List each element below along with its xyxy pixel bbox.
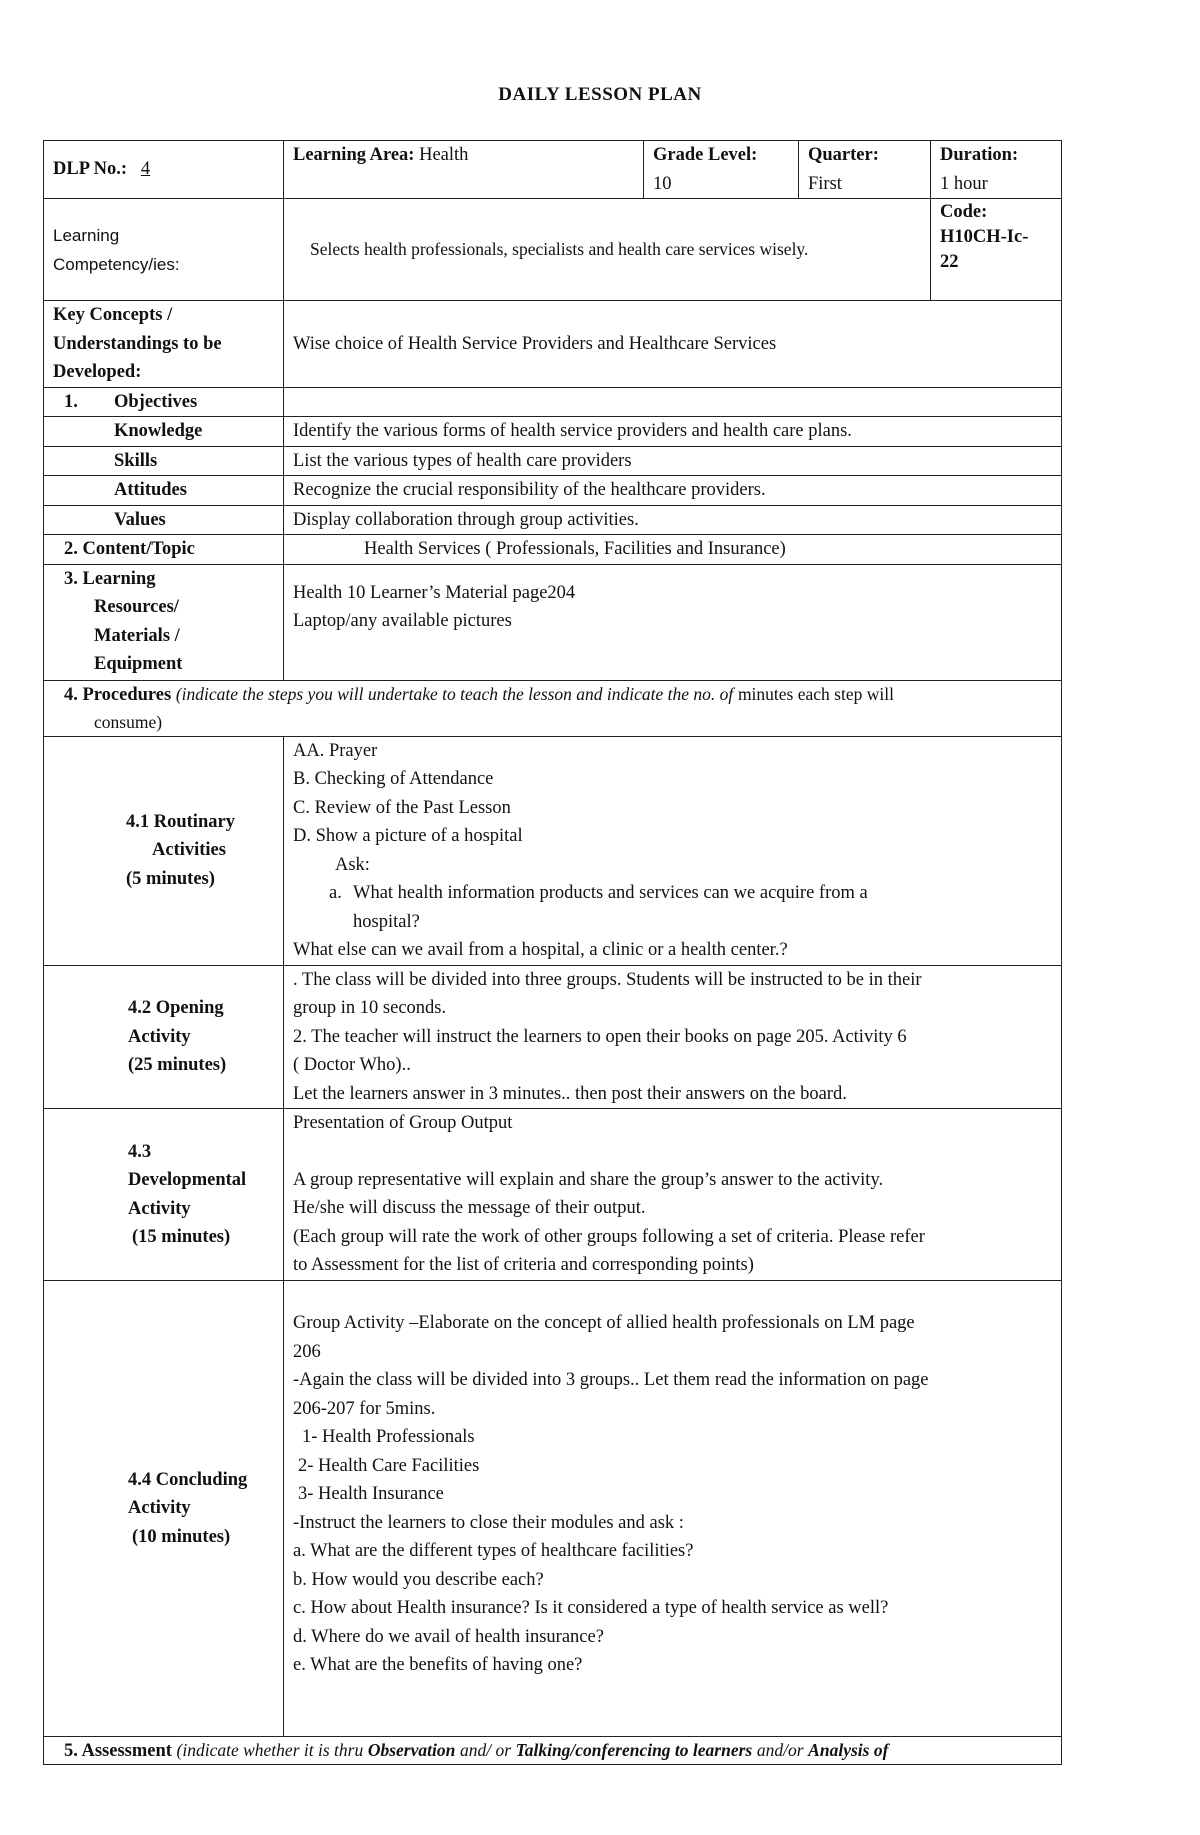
opening-line5: Let the learners answer in 3 minutes.. then post their answers on the board. <box>293 1083 847 1104</box>
attitudes-text-cell <box>284 476 1062 506</box>
resources-line1: Health 10 Learner’s Material page204 <box>293 582 576 603</box>
opening-line4: ( Doctor Who).. <box>293 1055 411 1075</box>
content-text-cell <box>284 535 1062 565</box>
concluding-line2: 206 <box>293 1341 321 1362</box>
concluding-line13: e. What are the benefits of having one? <box>293 1655 583 1675</box>
resources-label-cell <box>44 564 284 680</box>
attitudes-label-cell <box>44 476 284 506</box>
developmental-row <box>44 1109 1062 1281</box>
header-row <box>44 141 1062 199</box>
competency-row <box>44 199 1062 301</box>
opening-line3: 2. The teacher will instruct the learners to open their books on page 205. Activity 6 <box>293 1026 907 1047</box>
assessment-and2: and/or <box>756 1740 804 1760</box>
developmental-label-line2: Developmental <box>128 1170 247 1190</box>
opening-line2: group in 10 seconds. <box>293 998 447 1018</box>
quarter-value: First <box>808 173 842 194</box>
grade-cell <box>644 141 799 199</box>
routinary-label-line2: Activities <box>152 840 226 861</box>
routinary-line4: D. Show a picture of a hospital <box>293 826 523 846</box>
developmental-line3: He/she will discuss the message of their output. <box>293 1198 646 1218</box>
developmental-spacer <box>293 1138 1052 1166</box>
concluding-line8: -Instruct the learners to close their modules and ask : <box>293 1512 684 1533</box>
objectives-number: 1. <box>64 391 78 412</box>
assessment-observation: Observation <box>367 1740 456 1760</box>
assessment-row <box>44 1737 1062 1765</box>
page-title: DAILY LESSON PLAN <box>498 84 702 105</box>
procedures-line1 <box>64 681 1052 709</box>
lesson-plan-table <box>43 140 1062 1765</box>
assessment-note: (indicate whether it is thru <box>176 1740 364 1760</box>
routinary-line5: Ask: <box>335 854 370 875</box>
attitudes-label: Attitudes <box>114 480 187 500</box>
concluding-line5: 1- Health Professionals <box>302 1427 475 1447</box>
code-value-line2: 22 <box>940 252 959 272</box>
key-concepts-row <box>44 301 1062 388</box>
content-label: 2. Content/Topic <box>64 539 195 559</box>
routinary-line6: What else can we avail from a hospital, a clinic or a health center.? <box>293 940 788 960</box>
attitudes-text: Recognize the crucial responsibility of the healthcare providers. <box>293 480 766 500</box>
procedures-note-tail: minutes each step will <box>737 683 894 704</box>
key-concepts-text-cell <box>284 301 1062 388</box>
routinary-text-cell <box>284 736 1062 965</box>
developmental-line2: A group representative will explain and share the group’s answer to the activity. <box>293 1169 884 1190</box>
concluding-line6: 2- Health Care Facilities <box>298 1455 480 1476</box>
knowledge-text-cell <box>284 417 1062 447</box>
grade-label: Grade Level: <box>653 145 758 165</box>
quarter-label: Quarter: <box>808 145 879 165</box>
procedures-note-line2: consume) <box>94 711 163 732</box>
key-concepts-label-line3: Developed: <box>53 362 142 382</box>
developmental-label-line4: (15 minutes) <box>132 1227 231 1247</box>
routinary-label-cell <box>44 736 284 965</box>
procedures-row <box>44 680 1062 736</box>
assessment-talking: Talking/conferencing to learners <box>515 1740 753 1760</box>
values-text: Display collaboration through group activities. <box>293 509 639 530</box>
opening-row <box>44 965 1062 1109</box>
developmental-line5: to Assessment for the list of criteria and corresponding points) <box>293 1255 754 1275</box>
skills-label-cell <box>44 446 284 476</box>
key-concepts-label-cell <box>44 301 284 388</box>
assessment-cell <box>44 1737 1062 1765</box>
dlp-cell <box>44 141 284 199</box>
content-row <box>44 535 1062 565</box>
code-cell <box>931 199 1062 301</box>
procedures-cell <box>44 680 1062 736</box>
resources-label-line2: Resources/ <box>94 597 179 617</box>
key-concepts-text: Wise choice of Health Service Providers and Healthcare Services <box>293 333 777 354</box>
attitudes-row <box>44 476 1062 506</box>
learning-area-cell <box>284 141 644 199</box>
skills-label: Skills <box>114 450 158 471</box>
routinary-line1: AA. Prayer <box>293 740 378 761</box>
opening-line1: . The class will be divided into three groups. Students will be instructed to be in their <box>293 969 922 990</box>
routinary-row <box>44 736 1062 965</box>
competency-text: Selects health professionals, specialists and health care services wisely. <box>310 239 809 260</box>
competency-label-line1: Learning <box>53 225 120 245</box>
concluding-line3: -Again the class will be divided into 3 groups.. Let them read the information on page <box>293 1370 929 1390</box>
values-label: Values <box>114 509 166 530</box>
routinary-line3: C. Review of the Past Lesson <box>293 797 511 818</box>
assessment-label: 5. Assessment <box>64 1741 172 1761</box>
developmental-text-cell <box>284 1109 1062 1281</box>
routinary-item-a-line1: What health information products and services can we acquire from a <box>353 883 868 903</box>
concluding-label-cell <box>44 1281 284 1737</box>
concluding-line4: 206-207 for 5mins. <box>293 1398 436 1419</box>
competency-label-line2: Competency/ies: <box>53 254 180 274</box>
concluding-line7: 3- Health Insurance <box>298 1484 444 1504</box>
knowledge-text: Identify the various forms of health service providers and health care plans. <box>293 421 852 441</box>
opening-text-cell <box>284 965 1062 1109</box>
concluding-label-line3: (10 minutes) <box>132 1526 231 1547</box>
concluding-line1: Group Activity –Elaborate on the concept of allied health professionals on LM page <box>293 1313 915 1333</box>
objectives-label-cell <box>44 387 284 417</box>
concluding-text-cell <box>284 1281 1062 1737</box>
duration-value: 1 hour <box>940 173 988 194</box>
assessment-and1: and/ or <box>459 1740 512 1760</box>
concluding-row <box>44 1281 1062 1737</box>
developmental-label-line3: Activity <box>128 1198 191 1219</box>
objectives-row <box>44 387 1062 417</box>
routinary-item-a-marker: a. <box>329 883 342 903</box>
learning-area-label: Learning Area: <box>293 145 415 165</box>
code-label: Code: <box>940 202 988 222</box>
opening-label-line1: 4.2 Opening <box>128 998 224 1018</box>
concluding-line11: c. How about Health insurance? Is it considered a type of health service as well? <box>293 1598 889 1618</box>
procedures-note: (indicate the steps you will undertake to teach the lesson and indicate the no. of <box>175 683 734 704</box>
routinary-label-line1: 4.1 Routinary <box>126 811 235 832</box>
duration-label: Duration: <box>940 145 1019 165</box>
content-label-cell <box>44 535 284 565</box>
assessment-analysis: Analysis of <box>808 1740 889 1760</box>
developmental-line1: Presentation of Group Output <box>293 1113 513 1133</box>
skills-row <box>44 446 1062 476</box>
dlp-value: 4 <box>140 159 151 180</box>
objectives-empty-cell <box>284 387 1062 417</box>
resources-label-line4: Equipment <box>94 654 183 674</box>
values-text-cell <box>284 505 1062 535</box>
content-text: Health Services ( Professionals, Facilities and Insurance) <box>364 539 786 559</box>
resources-label-line3: Materials / <box>94 625 180 646</box>
developmental-line4: (Each group will rate the work of other groups following a set of criteria. Please refer <box>293 1226 925 1247</box>
opening-label-line2: Activity <box>128 1026 191 1047</box>
quarter-cell <box>799 141 931 199</box>
developmental-label-cell <box>44 1109 284 1281</box>
routinary-item-a-line2: hospital? <box>353 911 420 932</box>
knowledge-label: Knowledge <box>114 421 203 441</box>
routinary-line2: B. Checking of Attendance <box>293 769 494 789</box>
opening-label-line3: (25 minutes) <box>128 1055 227 1075</box>
key-concepts-label-line2: Understandings to be <box>53 333 222 354</box>
routinary-item-a <box>293 879 1052 936</box>
learning-area-value: Health <box>419 145 469 165</box>
concluding-label-line1: 4.4 Concluding <box>128 1469 248 1490</box>
concluding-label-line2: Activity <box>128 1498 191 1519</box>
duration-cell <box>931 141 1062 199</box>
values-row <box>44 505 1062 535</box>
objectives-label: Objectives <box>114 391 198 412</box>
procedures-label: 4. Procedures <box>64 684 172 705</box>
concluding-line12: d. Where do we avail of health insurance? <box>293 1626 604 1647</box>
knowledge-label-cell <box>44 417 284 447</box>
competency-text-cell <box>284 199 931 301</box>
routinary-label-line3: (5 minutes) <box>126 868 215 889</box>
skills-text-cell <box>284 446 1062 476</box>
resources-line2: Laptop/any available pictures <box>293 611 512 631</box>
developmental-label-line1: 4.3 <box>128 1141 152 1162</box>
grade-value: 10 <box>653 173 672 194</box>
dlp-label: DLP No.: <box>53 159 127 180</box>
concluding-line10: b. How would you describe each? <box>293 1569 544 1590</box>
skills-text: List the various types of health care providers <box>293 450 632 471</box>
competency-label-cell <box>44 199 284 301</box>
concluding-line9: a. What are the different types of healthcare facilities? <box>293 1541 694 1561</box>
resources-label-line1: 3. Learning <box>64 568 156 589</box>
key-concepts-label-line1: Key Concepts / <box>53 305 173 325</box>
resources-row <box>44 564 1062 680</box>
knowledge-row <box>44 417 1062 447</box>
code-value-line1: H10CH-Ic- <box>940 227 1029 247</box>
opening-label-cell <box>44 965 284 1109</box>
values-label-cell <box>44 505 284 535</box>
resources-text-cell <box>284 564 1062 680</box>
